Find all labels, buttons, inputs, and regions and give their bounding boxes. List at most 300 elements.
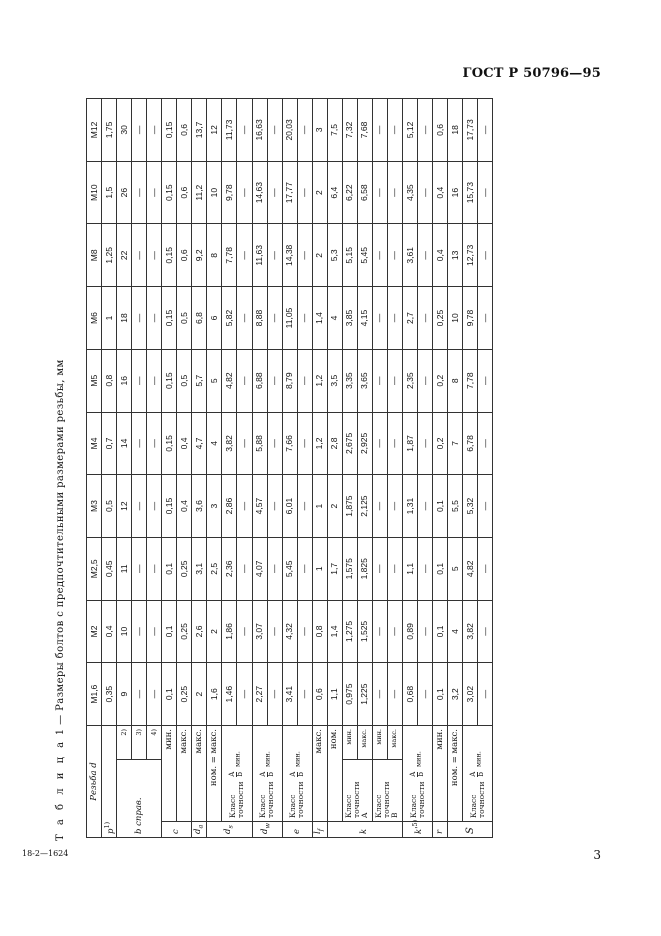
table-cell: 4,57 [252, 475, 267, 538]
table-cell: — [267, 161, 282, 224]
table-cell: 0,45 [102, 537, 117, 600]
table-cell: — [267, 287, 282, 350]
row-ds-a [222, 99, 237, 838]
table-cell: — [372, 663, 387, 726]
table-cell: — [147, 161, 162, 224]
table-cell: 0,15 [162, 287, 177, 350]
table-cell: — [297, 224, 312, 287]
table-cell: — [237, 287, 252, 350]
table-cell: — [237, 99, 252, 162]
table-cell: 16 [117, 349, 132, 412]
table-cell: — [418, 475, 433, 538]
table-cell: — [147, 600, 162, 663]
table-cell: — [297, 287, 312, 350]
table-cell: 3,2 [448, 663, 463, 726]
r-min-label: мин. [433, 726, 448, 822]
table-cell: 1,87 [402, 412, 417, 475]
row-label-e: e [282, 822, 312, 838]
table-cell: — [147, 412, 162, 475]
table-cell: — [267, 600, 282, 663]
table-cell: 22 [117, 224, 132, 287]
table-cell: — [147, 475, 162, 538]
table-cell: 2,6 [192, 600, 207, 663]
table-cell: — [478, 600, 493, 663]
table-cell: 1,86 [222, 600, 237, 663]
table-cell: — [267, 663, 282, 726]
note-2: 2) [117, 726, 132, 760]
table-cell: 0,6 [177, 99, 192, 162]
table-cell: 3,61 [402, 224, 417, 287]
row-e-a [282, 99, 297, 838]
table-cell: 1,525 [357, 600, 372, 663]
table-cell: 14,38 [282, 224, 297, 287]
table-cell: 4,07 [252, 537, 267, 600]
table-cell: — [372, 349, 387, 412]
page-number: 3 [593, 848, 601, 862]
table-cell: — [478, 99, 493, 162]
table-cell: — [387, 161, 402, 224]
table-cell: 2,125 [357, 475, 372, 538]
table-cell: 0,1 [162, 600, 177, 663]
document-header: ГОСТ Р 50796—95 [462, 66, 601, 81]
table-cell: 3 [207, 475, 222, 538]
table-cell: — [418, 224, 433, 287]
table-cell: 0,6 [177, 161, 192, 224]
table-cell: — [132, 349, 147, 412]
table-cell: — [267, 349, 282, 412]
table-cell: 3,41 [282, 663, 297, 726]
table-cell: 2 [327, 475, 342, 538]
e-class-label: Класс точности A b мин. [282, 726, 312, 822]
table-cell: 0,7 [102, 412, 117, 475]
table-cell: 4 [448, 600, 463, 663]
row-r [433, 99, 448, 838]
table-cell: 0,35 [102, 663, 117, 726]
row-label-b: b справ. [117, 760, 162, 838]
row-label-dw: $d_w$ [252, 822, 282, 838]
table-cell: — [387, 412, 402, 475]
table-cell: 0,25 [177, 663, 192, 726]
table-cell: — [372, 600, 387, 663]
table-cell: 0,4 [102, 600, 117, 663]
lf-max-label: макс. [312, 726, 327, 822]
table-cell: 20,03 [282, 99, 297, 162]
table-cell: 8 [448, 349, 463, 412]
size-header: М3 [87, 475, 102, 538]
row-c-max [177, 99, 192, 838]
table-cell: 3,65 [357, 349, 372, 412]
table-cell: — [478, 349, 493, 412]
table-cell: 9 [117, 663, 132, 726]
table-cell: 3 [312, 99, 327, 162]
table-cell: 4,82 [222, 349, 237, 412]
row-s-nom [448, 99, 463, 838]
dw-class-label: Класс точности A b мин. [252, 726, 282, 822]
table-cell: — [372, 475, 387, 538]
row-label-ds: $d_s$ [207, 822, 252, 838]
table-cell: 0,2 [433, 349, 448, 412]
table-cell: 0,15 [162, 475, 177, 538]
table-cell: — [372, 287, 387, 350]
table-cell: 0,5 [177, 349, 192, 412]
table-cell: 0,8 [312, 600, 327, 663]
table-cell: 8,88 [252, 287, 267, 350]
table-cell: — [297, 412, 312, 475]
table-cell: 0,4 [177, 412, 192, 475]
table-cell: 0,25 [177, 537, 192, 600]
table-cell: 1,575 [342, 537, 357, 600]
table-cell: 0,975 [342, 663, 357, 726]
table-cell: 0,25 [433, 287, 448, 350]
table-cell: 0,4 [433, 224, 448, 287]
table-cell: 6,4 [327, 161, 342, 224]
k-class-a-label: Класс точности A [342, 760, 372, 822]
table-cell: 6,8 [192, 287, 207, 350]
table-cell: 3,02 [463, 663, 478, 726]
row-k-a-max [357, 99, 372, 838]
table-cell: 6,01 [282, 475, 297, 538]
table-cell: — [237, 412, 252, 475]
table-cell: 5,45 [357, 224, 372, 287]
table-cell: — [237, 224, 252, 287]
table-cell: 5,5 [448, 475, 463, 538]
size-header: М5 [87, 349, 102, 412]
table-cell: 2,675 [342, 412, 357, 475]
table-cell: — [132, 475, 147, 538]
ds-class-label: Класс точности A b мин. [222, 726, 252, 822]
table-cell: 5 [448, 537, 463, 600]
table-cell: 10 [207, 161, 222, 224]
table-cell: 6 [207, 287, 222, 350]
table-cell: 7,68 [357, 99, 372, 162]
table-cell: 0,15 [162, 224, 177, 287]
table-cell: 7,78 [463, 349, 478, 412]
table-cell: — [132, 224, 147, 287]
table-cell: — [478, 412, 493, 475]
row-b-2 [117, 99, 132, 838]
size-header: М1,6 [87, 663, 102, 726]
k-a-max-label: макс. [357, 726, 372, 760]
table-cell: 1,75 [102, 99, 117, 162]
table-cell: 0,15 [162, 161, 177, 224]
table-cell: 3,82 [463, 600, 478, 663]
table-cell: 0,5 [177, 287, 192, 350]
table-cell: 3,35 [342, 349, 357, 412]
table-cell: 6,58 [357, 161, 372, 224]
table-cell: — [478, 287, 493, 350]
bolt-dimensions-table [86, 98, 493, 838]
table-cell: — [237, 600, 252, 663]
table-cell: 12,73 [463, 224, 478, 287]
table-cell: — [297, 99, 312, 162]
k-a-min-label: мин. [342, 726, 357, 760]
caption-text: — Размеры болтов с предпочтительными размерами резьбы, мм [55, 359, 66, 725]
table-cell: 1,225 [357, 663, 372, 726]
table-cell: — [132, 600, 147, 663]
caption-prefix: Т а б л и ц а [55, 738, 66, 841]
table-cell: — [237, 161, 252, 224]
table-cell: — [418, 663, 433, 726]
table-cell: 1,7 [327, 537, 342, 600]
table-cell: 16,63 [252, 99, 267, 162]
table-cell: 12 [207, 99, 222, 162]
table-cell: — [418, 287, 433, 350]
table-cell: 5,88 [252, 412, 267, 475]
table-cell: 5 [207, 349, 222, 412]
table-cell: 0,1 [162, 663, 177, 726]
note-4: 4) [147, 726, 162, 760]
row-label-s: S [448, 822, 493, 838]
caption-number: 1 [55, 728, 66, 736]
table-cell: — [478, 224, 493, 287]
table-cell: — [147, 224, 162, 287]
table-cell: 0,4 [433, 161, 448, 224]
table-cell: 1,4 [327, 600, 342, 663]
table-cell: 1,25 [102, 224, 117, 287]
thread-label: Резьба d [87, 726, 102, 838]
table-cell: — [387, 349, 402, 412]
size-header: М12 [87, 99, 102, 162]
table-cell: — [267, 99, 282, 162]
table-cell: 12 [117, 475, 132, 538]
row-dw-a [252, 99, 267, 838]
row-label-da: $d_a$ [192, 822, 207, 838]
table-cell: 1,2 [312, 412, 327, 475]
row-k-b-max [387, 99, 402, 838]
kprime-class-label: Класс точности A b мин. [402, 726, 432, 822]
table-cell: 1 [312, 537, 327, 600]
table-cell: — [418, 600, 433, 663]
table-cell: 2 [207, 600, 222, 663]
table-cell: 1 [312, 475, 327, 538]
table-cell: 2,5 [207, 537, 222, 600]
table-cell: 2,86 [222, 475, 237, 538]
table-cell: — [297, 161, 312, 224]
row-label-lf: $l_f$ [312, 822, 327, 838]
table-cell: 18 [448, 99, 463, 162]
table-cell: 0,8 [102, 349, 117, 412]
table-cell: — [267, 475, 282, 538]
table-cell: 2 [312, 224, 327, 287]
table-cell: 2 [192, 663, 207, 726]
table-cell: 2,7 [402, 287, 417, 350]
row-label-p: $p^{1)}$ [102, 726, 117, 838]
table-cell: 1,825 [357, 537, 372, 600]
table-cell: 0,89 [402, 600, 417, 663]
row-s-a [463, 99, 478, 838]
table-cell: — [237, 349, 252, 412]
table-cell: — [297, 600, 312, 663]
print-code: 18-2—1624 [22, 849, 69, 858]
table-cell: 0,68 [402, 663, 417, 726]
table-cell: 2 [312, 161, 327, 224]
table-cell: 8 [207, 224, 222, 287]
table-cell: 11,63 [252, 224, 267, 287]
table-cell: 0,6 [177, 224, 192, 287]
table-cell: 1,5 [102, 161, 117, 224]
table-cell: 8,79 [282, 349, 297, 412]
table-cell: 14 [117, 412, 132, 475]
table-cell: 30 [117, 99, 132, 162]
table-cell: 11,2 [192, 161, 207, 224]
table-cell: 0,4 [177, 475, 192, 538]
table-cell: 26 [117, 161, 132, 224]
table-cell: — [478, 475, 493, 538]
table-cell: — [387, 537, 402, 600]
table-cell: 5,82 [222, 287, 237, 350]
table-cell: 7,78 [222, 224, 237, 287]
table-cell: — [147, 663, 162, 726]
table-cell: — [387, 224, 402, 287]
table-cell: — [132, 412, 147, 475]
table-cell: 0,15 [162, 99, 177, 162]
table-cell: — [297, 537, 312, 600]
table-cell: 9,78 [222, 161, 237, 224]
row-p [102, 99, 117, 838]
size-header: М10 [87, 161, 102, 224]
table-cell: 0,25 [177, 600, 192, 663]
table-cell: — [372, 99, 387, 162]
table-cell: 9,78 [463, 287, 478, 350]
table-cell: — [132, 99, 147, 162]
table-cell: — [267, 412, 282, 475]
table-body [87, 99, 493, 838]
table-cell: 0,1 [433, 600, 448, 663]
table-cell: — [237, 537, 252, 600]
note-3: 3) [132, 726, 147, 760]
table-cell: — [147, 287, 162, 350]
size-header: М2,5 [87, 537, 102, 600]
table-cell: 11 [117, 537, 132, 600]
table-cell: 17,77 [282, 161, 297, 224]
table-cell: 11,73 [222, 99, 237, 162]
row-kprime-a [402, 99, 417, 838]
table-cell: — [297, 663, 312, 726]
table-cell: 2,8 [327, 412, 342, 475]
table-cell: — [267, 224, 282, 287]
table-cell: — [478, 161, 493, 224]
table-cell: 4,82 [463, 537, 478, 600]
da-max-label: макс. [192, 726, 207, 822]
table-cell: — [297, 349, 312, 412]
table-cell: — [372, 161, 387, 224]
table-cell: 0,2 [433, 412, 448, 475]
c-max-label: макс. [177, 726, 192, 822]
table-cell: 18 [117, 287, 132, 350]
table-cell: 16 [448, 161, 463, 224]
table-cell: 1,275 [342, 600, 357, 663]
row-k-b-min [372, 99, 387, 838]
table-cell: — [147, 349, 162, 412]
size-header: М4 [87, 412, 102, 475]
table-cell: 2,27 [252, 663, 267, 726]
table-cell: 5,45 [282, 537, 297, 600]
table-cell: 0,15 [162, 349, 177, 412]
table-cell: — [418, 537, 433, 600]
table-cell: 1,2 [312, 349, 327, 412]
table-cell: 15,73 [463, 161, 478, 224]
table-cell: 4 [327, 287, 342, 350]
table-cell: 4,15 [357, 287, 372, 350]
table-cell: 3,1 [192, 537, 207, 600]
table-cell: 14,63 [252, 161, 267, 224]
table-cell: — [418, 349, 433, 412]
table-cell: — [267, 537, 282, 600]
table-cell: 0,1 [433, 475, 448, 538]
table-cell: 4,35 [402, 161, 417, 224]
table-cell: — [147, 99, 162, 162]
table-cell: 7,5 [327, 99, 342, 162]
table-cell: — [132, 287, 147, 350]
table-cell: — [132, 663, 147, 726]
table-cell: 0,1 [162, 537, 177, 600]
row-label-r: r [433, 822, 448, 838]
table-cell: 1,46 [222, 663, 237, 726]
table-cell: — [387, 287, 402, 350]
table-cell: 5,3 [327, 224, 342, 287]
table-caption [55, 359, 66, 841]
header-row [87, 99, 102, 838]
table-cell: 0,1 [433, 537, 448, 600]
row-b-4 [147, 99, 162, 838]
table-cell: 3,85 [342, 287, 357, 350]
table-cell: 1,1 [327, 663, 342, 726]
ds-nom-label: ном. = макс. [207, 726, 222, 822]
table-cell: 3,6 [192, 475, 207, 538]
table-cell: 5,32 [463, 475, 478, 538]
table-cell: 5,12 [402, 99, 417, 162]
k-b-min-label: мин. [372, 726, 387, 760]
table-cell: 7 [448, 412, 463, 475]
table-cell: — [297, 475, 312, 538]
table-cell: 1,6 [207, 663, 222, 726]
table-cell: 6,88 [252, 349, 267, 412]
row-label-k: k [327, 822, 402, 838]
table-cell: 0,15 [162, 412, 177, 475]
table-cell: 2,35 [402, 349, 417, 412]
table-cell: 1,1 [402, 537, 417, 600]
table-cell: 4,32 [282, 600, 297, 663]
k-b-max-label: макс. [387, 726, 402, 760]
table-cell: — [372, 537, 387, 600]
table-cell: — [237, 663, 252, 726]
row-k-nom [327, 99, 342, 838]
s-nom-label: ном. = макс. [448, 726, 463, 822]
row-lf [312, 99, 327, 838]
table-cell: — [418, 412, 433, 475]
row-k-a-min [342, 99, 357, 838]
table-cell: 9,2 [192, 224, 207, 287]
table-cell: 17,73 [463, 99, 478, 162]
k-class-b-label: Класс точности B [372, 760, 402, 822]
table-cell: 4,7 [192, 412, 207, 475]
row-b-3 [132, 99, 147, 838]
table-cell: 2,36 [222, 537, 237, 600]
table-cell: 1,31 [402, 475, 417, 538]
table-cell: 5,15 [342, 224, 357, 287]
table-cell: 3,07 [252, 600, 267, 663]
size-header: М2 [87, 600, 102, 663]
s-class-label: Класс точности A b мин. [463, 726, 493, 822]
table-cell: 3,82 [222, 412, 237, 475]
table-cell: 7,66 [282, 412, 297, 475]
table-cell: 4 [207, 412, 222, 475]
table-cell: 11,05 [282, 287, 297, 350]
table-cell: — [372, 224, 387, 287]
table-cell: — [387, 663, 402, 726]
table-cell: 10 [117, 600, 132, 663]
size-header: М8 [87, 224, 102, 287]
